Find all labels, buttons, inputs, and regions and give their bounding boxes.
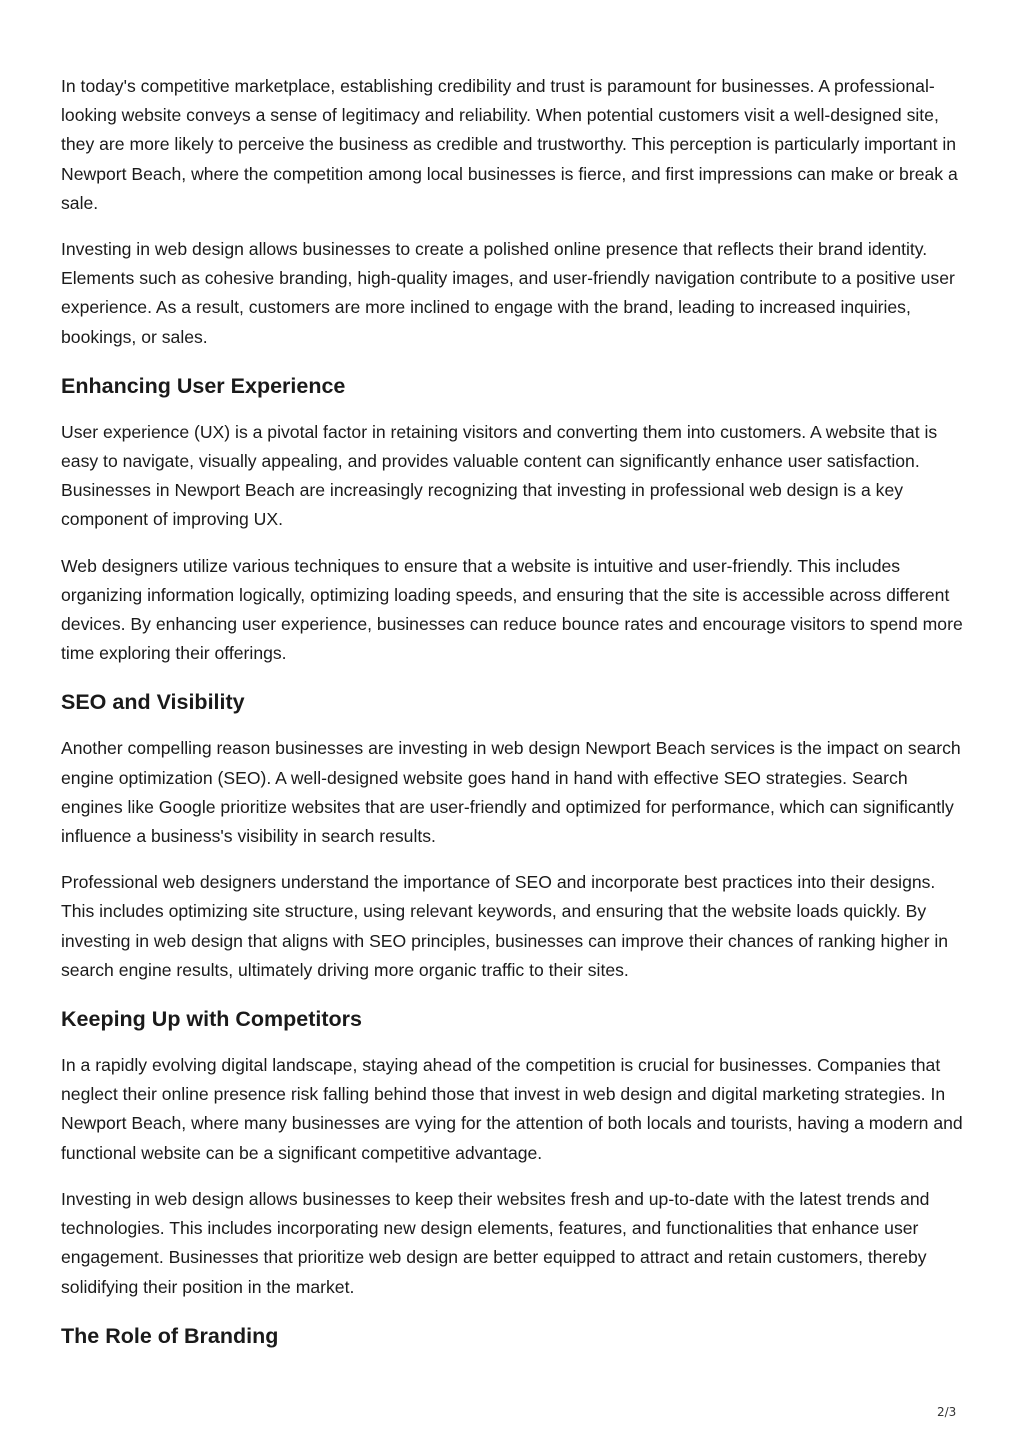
paragraph-ux-factor: User experience (UX) is a pivotal factor in retaining visitors and converting them into customers. A website that is easy to navigate, visually appealing, and provides valuable content can significantly enhance user satisfaction. Businesses in Newport Beach are increasingly recognizing that investing in professional web design is a key component of improving UX. bbox=[61, 421, 938, 530]
paragraph-seo-impact: Another compelling reason businesses are investing in web design Newport Beach services is the impact on search engine optimization (SEO). A well-designed website goes hand in hand with effective SEO strategies. Search engines like Google prioritize websites that are user-friendly and optimized for performance, which can significantly influence a business's visibility in search results. bbox=[61, 738, 961, 847]
paragraph-fresh-websites: Investing in web design allows businesses to keep their websites fresh and up-to-date with the latest trends and technologies. This includes incorporating new design elements, features, and functionalities that enhance user engagement. Businesses that prioritize web design are better equipped to attract and retain customers, thereby solidifying their position in the market. bbox=[61, 1188, 930, 1297]
heading-keeping-up-competitors: Keeping Up with Competitors bbox=[61, 1007, 362, 1032]
heading-role-of-branding: The Role of Branding bbox=[61, 1323, 279, 1348]
paragraph-seo-practices: Professional web designers understand the importance of SEO and incorporate best practices into their designs. This includes optimizing site structure, using relevant keywords, and ensuring that the website loads quickly. By investing in web design that aligns with SEO principles, businesses can improve their chances of ranking higher in search engine results, ultimately driving more organic traffic to their sites. bbox=[61, 872, 949, 980]
heading-enhancing-user-experience: Enhancing User Experience bbox=[61, 373, 346, 398]
page-number: 2/3 bbox=[937, 1405, 957, 1419]
paragraph-ux-techniques: Web designers utilize various techniques to ensure that a website is intuitive and user-friendly. This includes organizing information logically, optimizing loading speeds, and ensuring that the site is accessible across different devices. By enhancing user experience, businesses can reduce bounce rates and encourage visitors to spend more time exploring their offerings. bbox=[61, 555, 963, 664]
paragraph-competition: In a rapidly evolving digital landscape, staying ahead of the competition is crucial for businesses. Companies that neglect their online presence risk falling behind those that invest in web design and digital marketing strategies. In Newport Beach, where many businesses are vying for the attention of both locals and tourists, having a modern and functional website can be a significant competitive advantage. bbox=[61, 1055, 963, 1163]
paragraph-credibility: In today's competitive marketplace, establishing credibility and trust is paramount for businesses. A professional-looking website conveys a sense of legitimacy and reliability. When potential customers visit a well-designed site, they are more likely to perceive the business as credible and trustworthy. This perception is particularly important in Newport Beach, where the competition among local businesses is fierce, and first impressions can make or break a sale. bbox=[61, 76, 958, 213]
heading-seo-visibility: SEO and Visibility bbox=[61, 690, 245, 715]
document-page bbox=[61, 72, 971, 1368]
paragraph-brand-presence: Investing in web design allows businesses to create a polished online presence that reflects their brand identity. Elements such as cohesive branding, high-quality images, and user-friendly navigation contribute to a positive user experience. As a result, customers are more inclined to engage with the brand, leading to increased inquiries, bookings, or sales. bbox=[61, 239, 955, 347]
